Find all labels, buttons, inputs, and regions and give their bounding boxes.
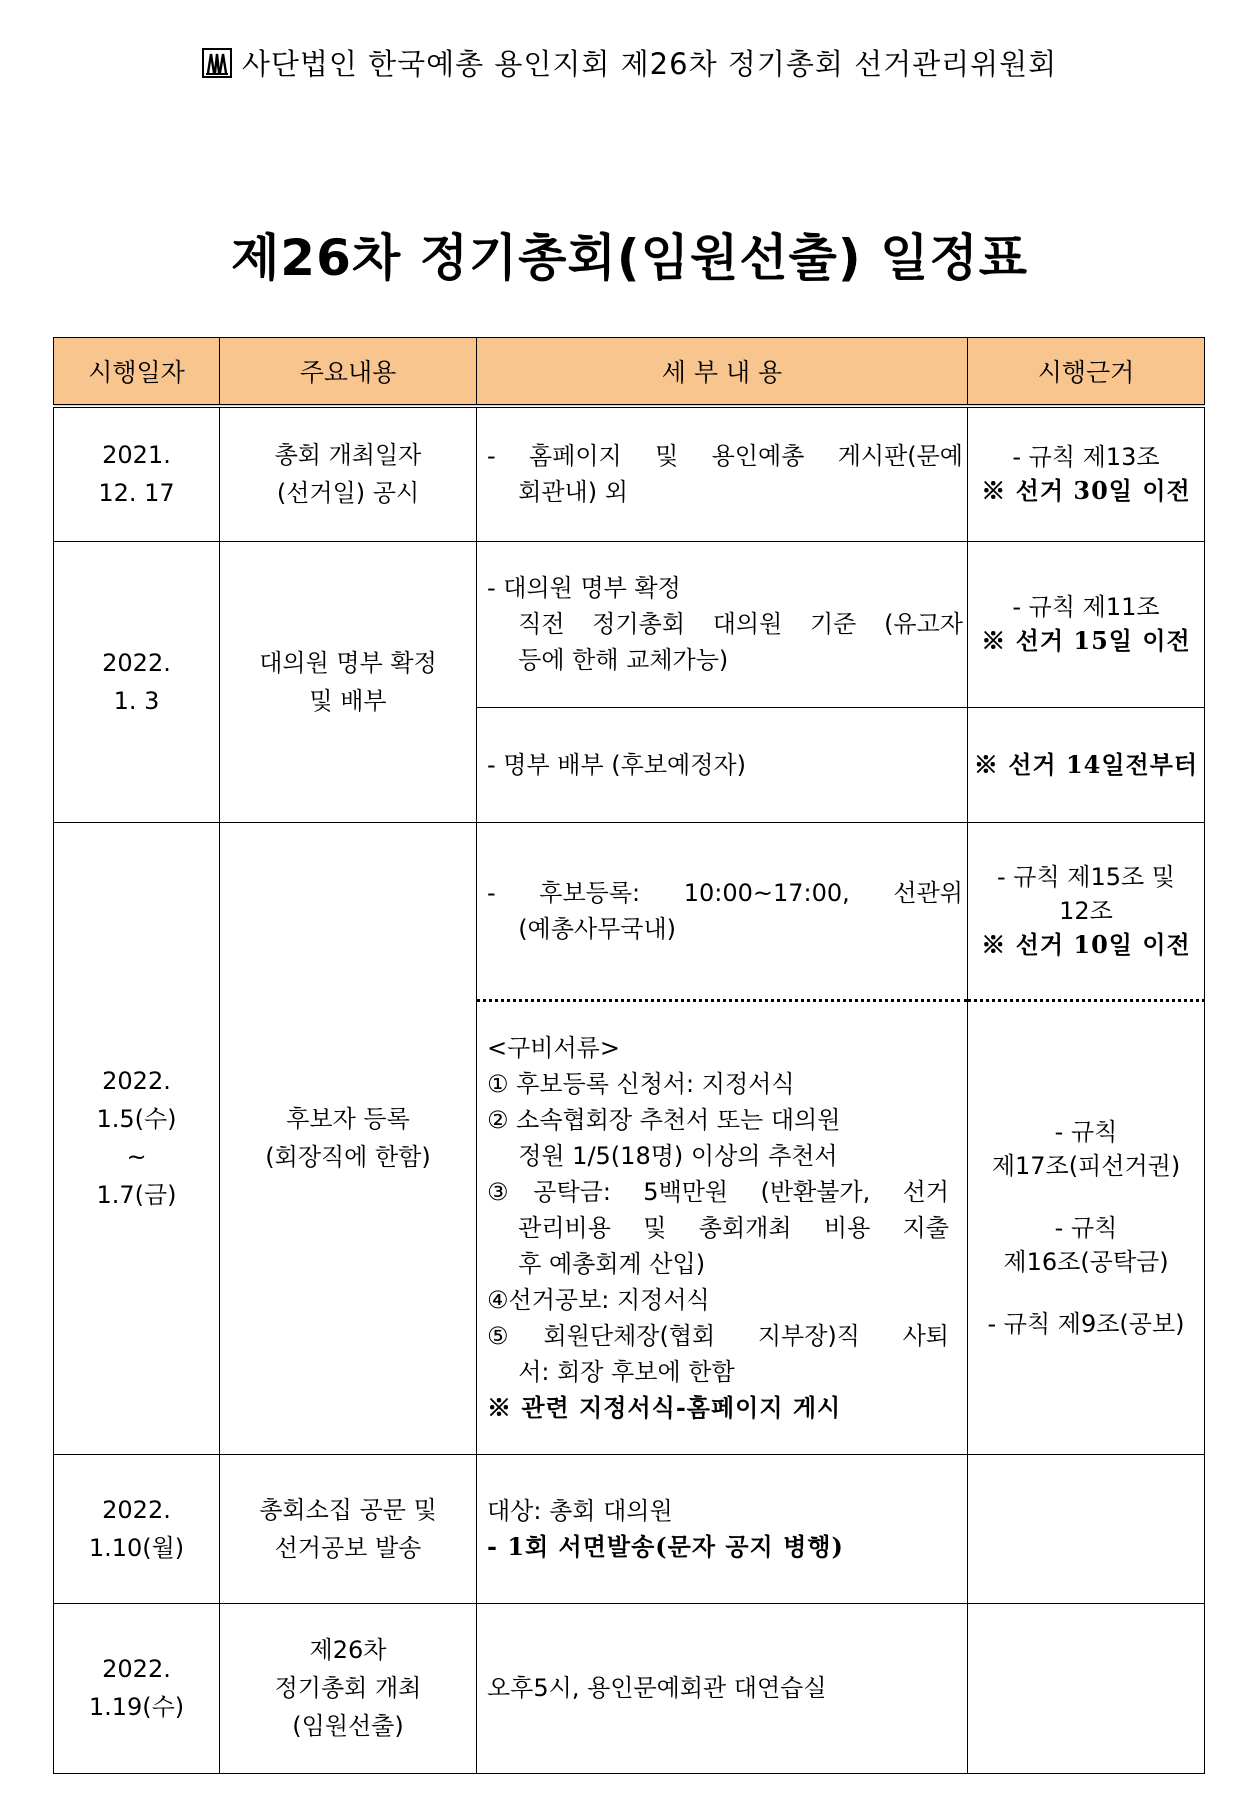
table-row [54,406,1205,541]
detail-line: - 명부 배부 (후보예정자) [487,750,746,779]
basis-note: ※ 선거 30일 이전 [981,476,1191,506]
main-line: 총회소집 공문 및 [259,1495,437,1524]
detail-line: 등에 한해 교체가능) [518,646,729,674]
date-cell [54,1603,220,1773]
docs-item: ② 소속협회장 추천서 또는 대의원 [487,1105,841,1134]
basis-rule: - 규칙 제11조 [1012,593,1160,621]
page-title: 제26차 정기총회(임원선출) 일정표 [231,229,1028,287]
table-row [54,1454,1205,1603]
date-line: 1.7(금) [96,1181,177,1209]
detail-line: 회관내) 외 [518,478,628,507]
detail-line: (예총사무국내) [518,914,677,943]
main-line: 대의원 명부 확정 [259,648,437,677]
main-line: 선거공보 발송 [274,1533,422,1562]
column-header-main: 주요내용 [220,338,477,407]
main-cell [220,541,477,822]
date-line: 1.5(수) [96,1105,177,1133]
date-line: 12. 17 [98,479,175,508]
date-cell [54,406,220,541]
docs-item: ③공탁금: 5백만원 (반환불가, 선거 [487,1177,949,1206]
column-header-detail: 세 부 내 용 [477,338,968,407]
date-line: 2022. [102,1067,171,1095]
docs-item: ④선거공보: 지정서식 [487,1285,710,1314]
detail-cell [477,1603,968,1773]
main-cell [220,1603,477,1773]
column-header-basis: 시행근거 [968,338,1205,407]
main-line: 후보자 등록 [286,1105,410,1133]
table-header-row [54,338,1205,407]
detail-line: - 후보등록: 10:00~17:00, 선관위 [487,878,963,907]
basis-rule: - 규칙 [1054,1117,1118,1146]
date-line: ~ [126,1143,147,1171]
main-cell [220,406,477,541]
main-line: 및 배부 [309,686,387,715]
docs-item: ① 후보등록 신청서: 지정서식 [487,1069,795,1098]
basis-note: ※ 선거 15일 이전 [981,626,1191,655]
date-line: 1. 3 [113,686,160,715]
date-line: 2022. [102,648,171,677]
table-row [54,541,1205,707]
detail-line: - 1회 서면발송(문자 공지 병행) [487,1531,844,1561]
detail-line: 직전 정기총회 대의원 기준 (유고자 [518,610,963,638]
detail-cell [477,406,968,541]
detail-line: 대상: 총회 대의원 [487,1496,673,1525]
docs-item: 서: 회장 후보에 한함 [518,1357,735,1386]
basis-rule: 12조 [1059,896,1113,925]
basis-rule: - 규칙 제9조(공보) [987,1309,1185,1338]
detail-cell [477,822,968,1000]
basis-rule: 제16조(공탁금) [1003,1247,1169,1276]
date-line: 1.19(수) [88,1693,185,1721]
main-line: (선거일) 공시 [276,479,420,508]
basis-cell [968,406,1205,541]
docs-item: 후 예총회계 산입) [518,1249,706,1278]
date-line: 1.10(월) [88,1533,185,1562]
basis-cell [968,1000,1205,1454]
basis-cell [968,822,1205,1000]
detail-cell [477,541,968,707]
table-row [54,822,1205,1000]
date-line: 2022. [102,1495,171,1524]
basis-note: ※ 선거 10일 이전 [981,929,1191,959]
basis-rule: - 규칙 [1054,1213,1118,1242]
organization-title: 사단법인 한국예총 용인지회 제26차 정기총회 선거관리위원회 [241,47,1058,81]
main-line: 총회 개최일자 [274,441,422,470]
main-line: 제26차 [309,1636,387,1664]
basis-rule: - 규칙 제13조 [1012,443,1160,472]
schedule-table [53,337,1205,1774]
organization-logo-icon [202,48,232,85]
main-cell [220,822,477,1454]
detail-cell [477,1000,968,1454]
column-header-date: 시행일자 [54,338,220,407]
detail-line: - 대의원 명부 확정 [487,574,681,602]
basis-rule: 제17조(피선거권) [991,1151,1181,1180]
main-line: 정기총회 개최 [274,1674,422,1702]
basis-cell [968,707,1205,822]
date-cell [54,541,220,822]
docs-item: ⑤회원단체장(협회 지부장)직 사퇴 [487,1321,949,1350]
detail-line: - 홈페이지 및 용인예총 게시판(문예 [487,442,963,471]
detail-line: 오후5시, 용인문예회관 대연습실 [487,1674,827,1702]
detail-cell [477,707,968,822]
date-line: 2021. [102,441,171,470]
docs-note: ※ 관련 지정서식-홈페이지 게시 [487,1392,842,1422]
basis-cell [968,541,1205,707]
docs-item: 관리비용 및 총회개최 비용 지출 [518,1213,949,1242]
date-cell [54,822,220,1454]
detail-cell [477,1454,968,1603]
organization-header [0,42,1259,85]
basis-note: ※ 선거 14일전부터 [973,749,1199,779]
basis-rule: - 규칙 제15조 및 [996,862,1175,891]
main-line: (임원선출) [292,1712,404,1740]
basis-cell [968,1603,1205,1773]
main-line: (회장직에 한함) [265,1143,431,1171]
date-cell [54,1454,220,1603]
basis-cell [968,1454,1205,1603]
docs-title: <구비서류> [487,1033,620,1062]
docs-item: 정원 1/5(18명) 이상의 추천서 [518,1141,838,1170]
date-line: 2022. [102,1655,171,1683]
main-cell [220,1454,477,1603]
table-row [54,1603,1205,1773]
